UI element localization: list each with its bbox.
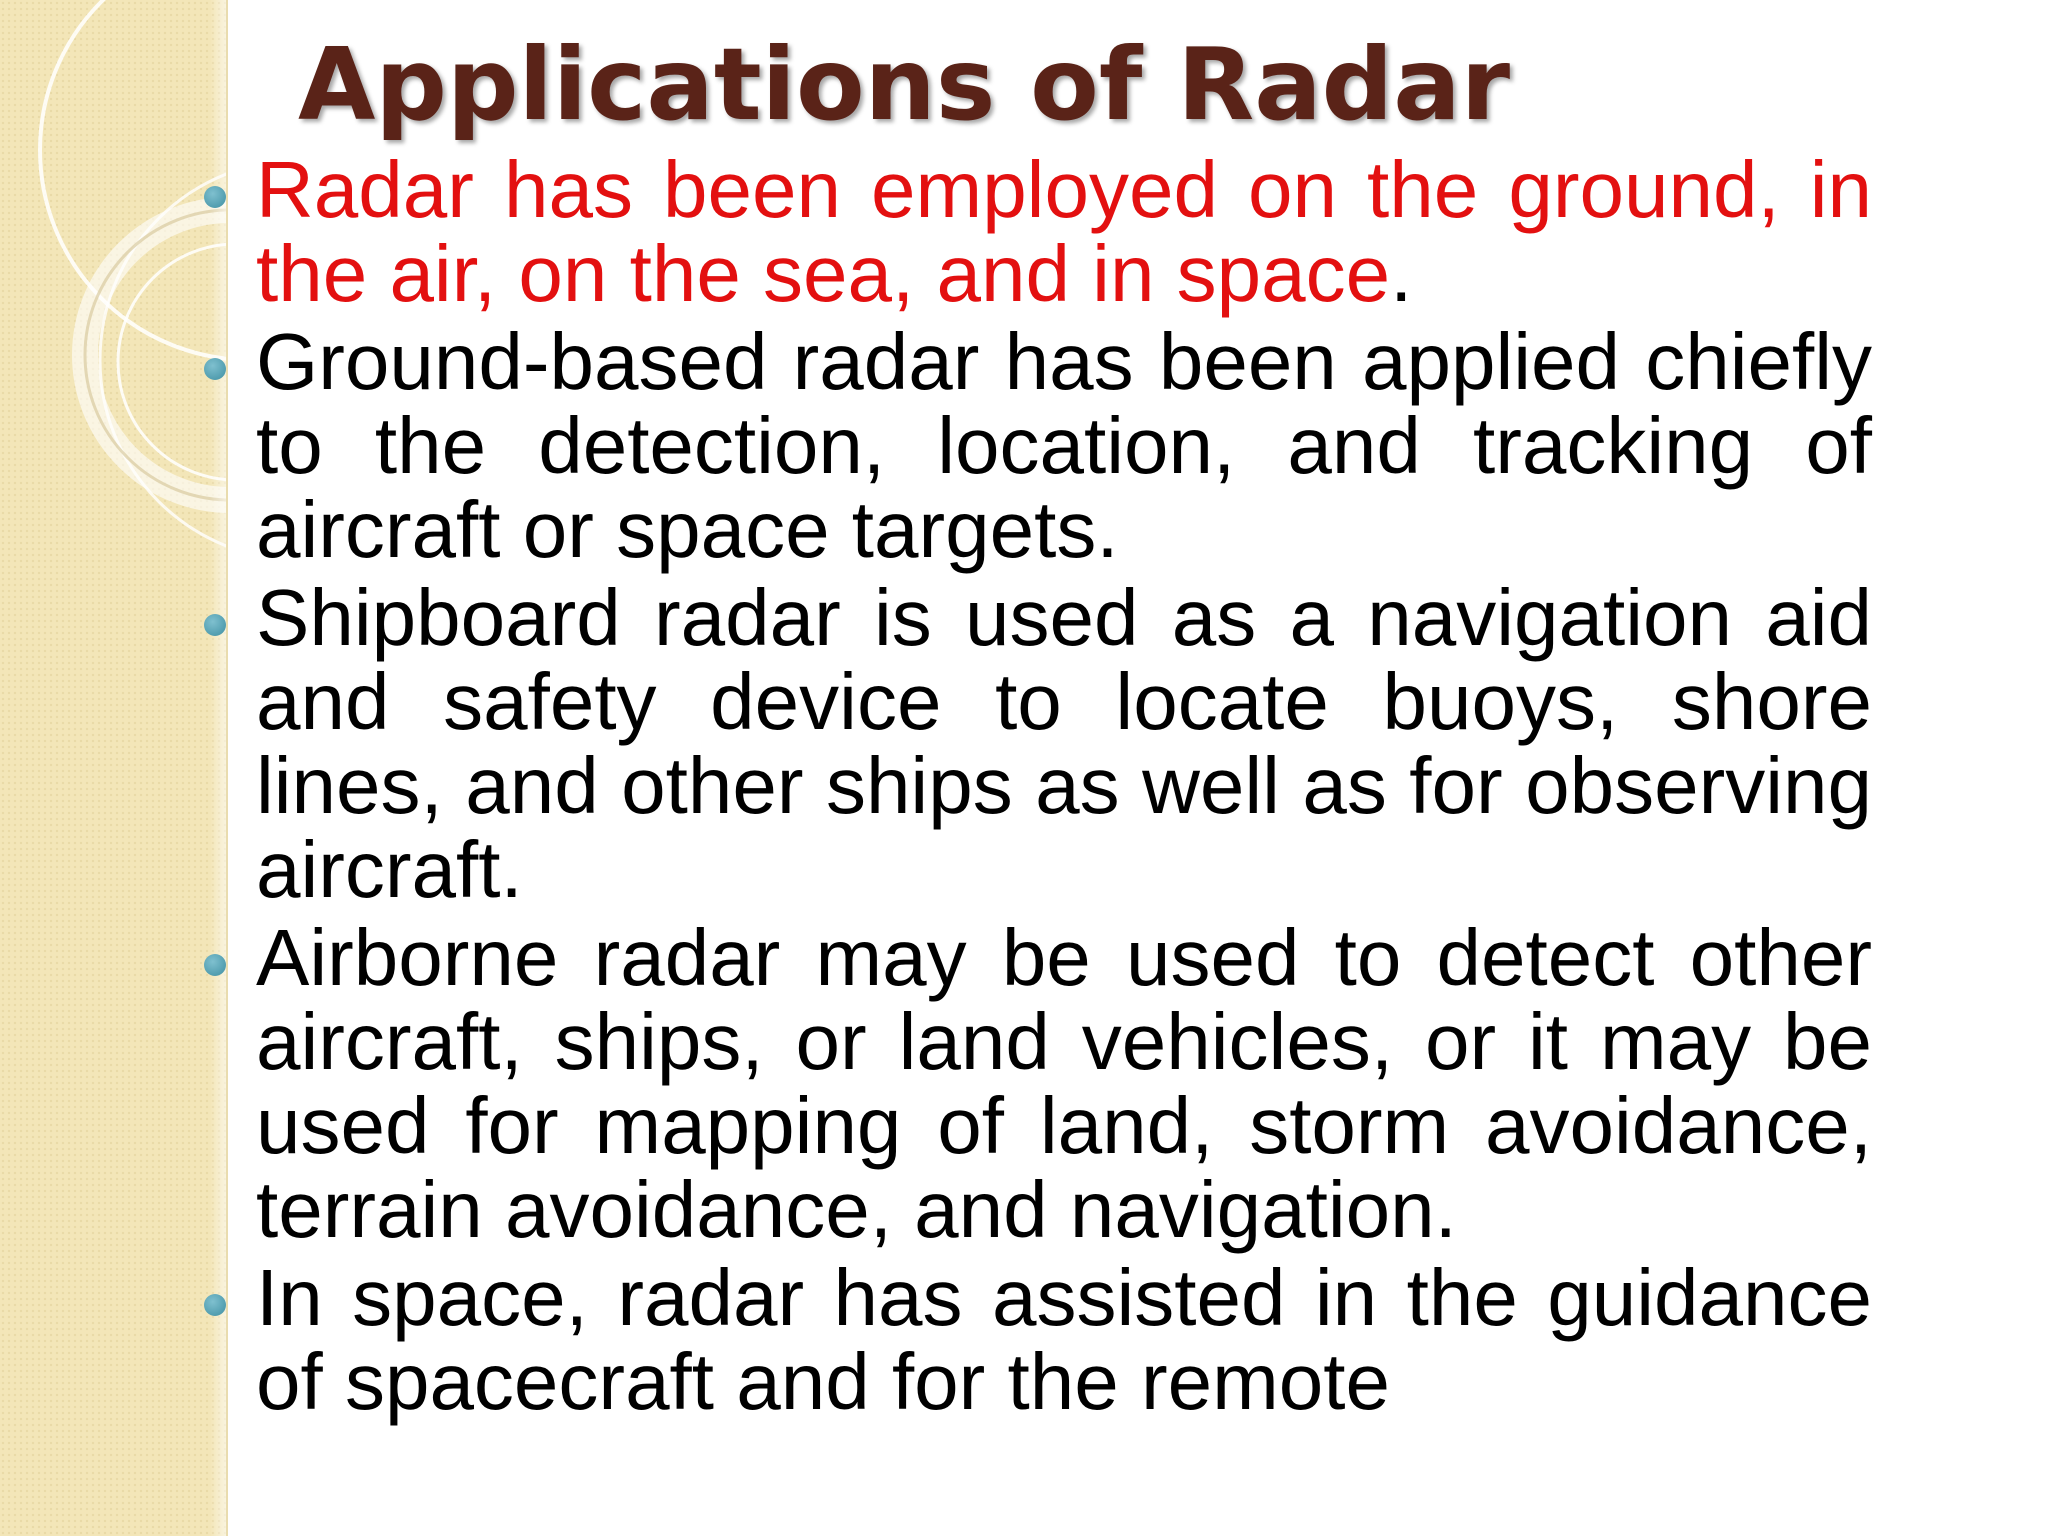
- bullet-text: Airborne radar may be used to detect other aircraft, ships, or land vehicles, or it may be used for mapping of land, storm avoidance, terrain avoidance, and navigation.: [256, 913, 1872, 1254]
- bullet-text: Shipboard radar is used as a navigation aid and safety device to locate buoys, shore lines, and other ships as well as for observing aircraft.: [256, 573, 1872, 914]
- bullet-dot-icon: [204, 358, 226, 380]
- bullet-item: [256, 913, 1872, 1254]
- bullet-text: Ground-based radar has been applied chiefly to the detection, location, and tracking of aircraft or space targets.: [256, 317, 1872, 574]
- bullet-list: [256, 145, 1872, 1428]
- bullet-item: [256, 317, 1872, 574]
- decorative-circles: [0, 0, 226, 1536]
- slide-title: Applications of Radar: [298, 26, 1511, 143]
- bullet-dot-icon: [204, 954, 226, 976]
- decorative-side-band: [0, 0, 228, 1536]
- highlighted-text: Radar has been employed on the ground, in the air, on the sea, and in space: [256, 145, 1872, 318]
- bullet-text: In space, radar has assisted in the guidance of spacecraft and for the remote: [256, 1253, 1872, 1426]
- bullet-item: [256, 573, 1872, 914]
- bullet-dot-icon: [204, 1294, 226, 1316]
- bullet-item: [256, 1253, 1872, 1426]
- bullet-text: [256, 145, 1872, 318]
- bullet-item: [256, 145, 1872, 318]
- bullet-suffix: .: [1390, 229, 1413, 318]
- bullet-dot-icon: [204, 186, 226, 208]
- bullet-dot-icon: [204, 614, 226, 636]
